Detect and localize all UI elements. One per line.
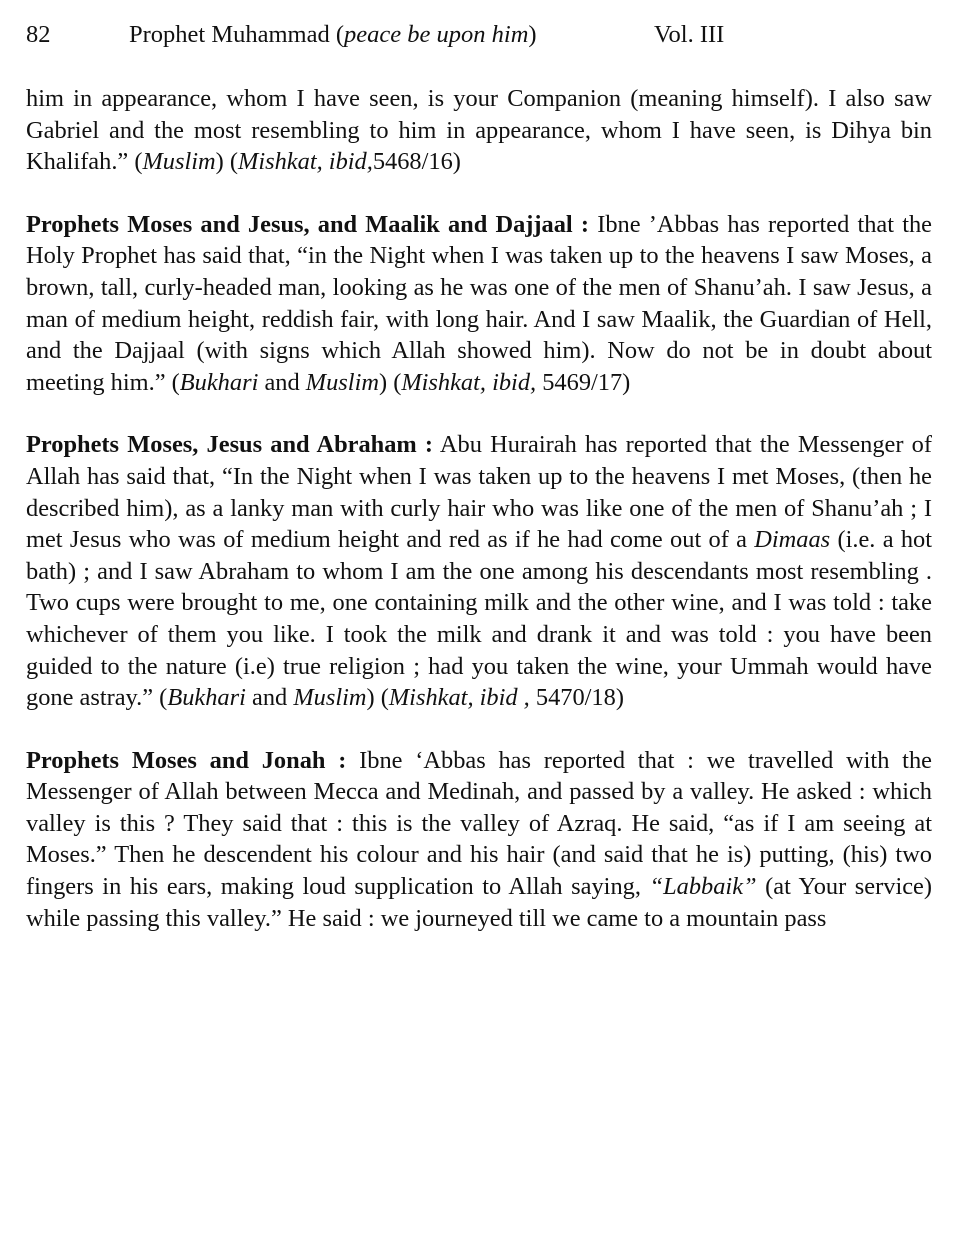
p3-term-dimaas: Dimaas: [754, 526, 831, 554]
paragraph-moses-jesus-abraham: [26, 429, 932, 713]
p3-citation-mishkat: Mishkat, ibid ,: [388, 684, 530, 712]
p1-text-2: ) (: [215, 148, 239, 176]
p3-text-3: and: [245, 684, 294, 712]
p3-text-2: (i.e. a hot bath) ; and I saw Abraham to whom I am the one among his descendants most resembling . Two cups were brought to me, one containing milk and the other wine, and I was told : take whichever of them you like. I took the milk and drank it and was told : you have been guided to the nature (i.e) true religion ; had you taken the wine, your Ummah would have gone astray.” (: [26, 526, 932, 712]
page-body: [26, 83, 932, 934]
paragraph-continuation: [26, 83, 932, 178]
p4-text-1: Ibne ‘Abbas has reported that : we travelled with the Messenger of Allah between Mecca and Medinah, and passed by a valley. He asked : which valley is this ? They said that : this is the valley of Azraq. He said, “as if I am seeing at Moses.” Then he descendent his colour and his hair (and said that he is) putting, (his) two fingers in his ears, making loud supplication to Allah saying,: [26, 746, 932, 901]
p3-text-4: ) (: [366, 684, 389, 712]
paragraph-moses-jesus-maalik-dajjaal: [26, 209, 932, 399]
p2-citation-bukhari: Bukhari: [179, 368, 259, 396]
p3-text-5: 5470/18): [529, 684, 624, 712]
page-number: 82: [26, 21, 51, 48]
running-title-paren-close: ): [528, 21, 537, 48]
p3-text-1: Abu Hurairah has reported that the Messenger of Allah has said that, “In the Night when I was taken up to the heavens I met Moses, (then he described him), as a lanky man with curly hair who was like one of the men of Shanu’ah ; I met Jesus who was of medium height and red as if he had come out of a: [26, 431, 933, 554]
p3-heading: Prophets Moses, Jesus and Abraham :: [26, 431, 434, 459]
p2-text-1: Ibne ’Abbas has reported that the Holy Prophet has said that, “in the Night when I was taken up to the heavens I saw Moses, a brown, tall, curly-headed man, looking as he was one of the men of Shanu’ah. I saw Jesus, a man of medium height, reddish fair, with long hair. And I saw Maalik, the Guardian of Hell, and the Dajjaal (with signs which Allah showed him). Now do not be in doubt about meeting him.” (: [26, 210, 933, 396]
paragraph-moses-jonah: [26, 745, 932, 935]
running-title-main: Prophet Muhammad: [129, 21, 336, 48]
running-title-italic: peace be upon him: [344, 21, 529, 48]
p2-text-3: ) (: [378, 368, 402, 396]
p1-text-3: 5468/16): [372, 148, 461, 176]
p1-citation-mishkat: Mishkat, ibid,: [238, 148, 373, 176]
p1-text-1: him in appearance, whom I have seen, is your Companion (meaning himself). I also saw Gabriel and the most resembling to him in appearance, whom I have seen, is Dihya bin Khalifah.” (: [26, 85, 932, 176]
p4-term-labbaik: “Labbaik”: [649, 873, 757, 901]
p2-citation-mishkat: Mishkat, ibid,: [401, 368, 537, 396]
running-title-paren-open: (: [335, 21, 345, 48]
page-header: [26, 18, 932, 52]
p2-text-2: and: [258, 368, 306, 396]
p4-text-2: (at Your service) while passing this valley.” He said : we journeyed till we came to a mountain pass: [26, 873, 932, 932]
running-title: [129, 18, 537, 52]
p2-text-4: 5469/17): [536, 368, 631, 396]
p3-citation-muslim: Muslim: [293, 684, 367, 712]
p2-heading: Prophets Moses and Jesus, and Maalik and Dajjaal :: [26, 210, 590, 238]
book-page: [26, 18, 932, 965]
volume-label: Vol. III: [654, 21, 725, 48]
p4-heading: Prophets Moses and Jonah :: [26, 746, 347, 774]
p1-citation-muslim: Muslim: [142, 148, 216, 176]
p3-citation-bukhari: Bukhari: [167, 684, 246, 712]
p2-citation-muslim: Muslim: [305, 368, 379, 396]
